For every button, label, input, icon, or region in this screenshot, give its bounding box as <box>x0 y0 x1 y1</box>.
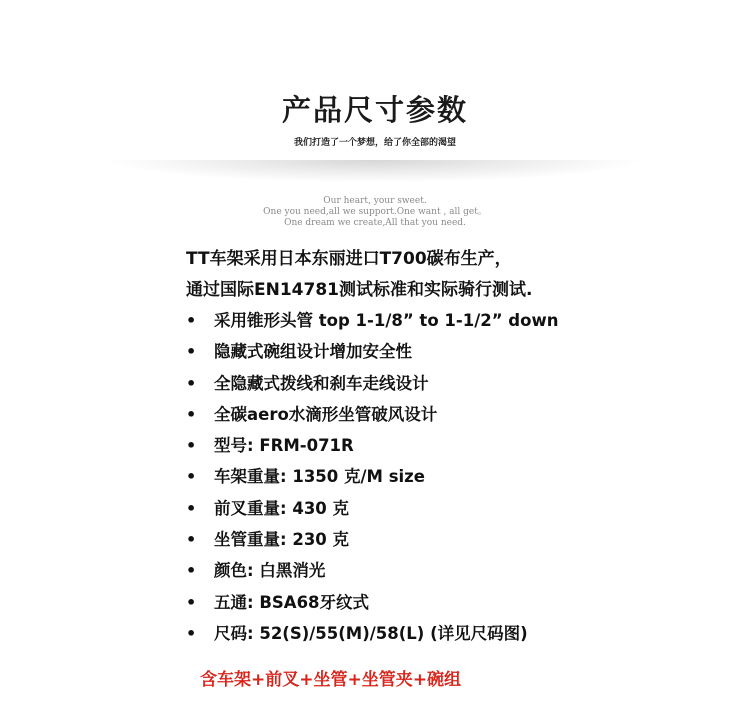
spec-item-frame-weight <box>186 461 706 492</box>
spec-text: 颜色: 白黑消光 <box>214 561 326 581</box>
spec-text: 尺码: 52(S)/55(M)/58(L) (详见尺码图) <box>214 623 528 643</box>
spec-list <box>186 305 706 649</box>
spec-text: 车架重量: 1350 克/M size <box>214 467 425 487</box>
bullet-icon: • <box>186 530 197 550</box>
spec-item-hidden-headset <box>186 336 706 367</box>
slogan-line: Our heart, your sweet. <box>323 196 427 206</box>
spec-item-model <box>186 430 706 461</box>
bullet-icon: • <box>186 561 197 581</box>
slogan-line: One you need,all we support.One want , all get。 <box>263 207 487 217</box>
bullet-icon: • <box>186 592 197 612</box>
package-contents: 含车架+前叉+坐管+坐管夹+碗组 <box>200 670 461 690</box>
spec-item-color <box>186 555 706 586</box>
spec-item-fork-weight <box>186 493 706 524</box>
bullet-icon: • <box>186 311 197 330</box>
page-title: 产品尺寸参数 <box>281 93 468 127</box>
spec-text: 隐藏式碗组设计增加安全性 <box>214 342 412 362</box>
spec-text: 前叉重量: 430 克 <box>214 498 350 518</box>
spec-item-headtube <box>186 305 706 336</box>
spec-text: 五通: BSA68牙纹式 <box>214 592 370 612</box>
slogan-block <box>0 196 750 229</box>
intro-line: TT车架采用日本东丽进口T700碳布生产， <box>186 249 512 269</box>
bullet-icon: • <box>186 467 197 487</box>
bullet-icon: • <box>186 498 197 518</box>
slogan-line: One dream we create,All that you need. <box>284 218 466 228</box>
spec-item-sizes <box>186 618 706 649</box>
spec-item-seatpost-weight <box>186 524 706 555</box>
bullet-icon: • <box>186 623 197 643</box>
spec-item-aero-seatpost <box>186 399 706 430</box>
intro-block <box>186 244 706 306</box>
bullet-icon: • <box>186 373 197 393</box>
bullet-icon: • <box>186 342 197 362</box>
spec-text: 型号: FRM-071R <box>214 436 354 456</box>
bullet-icon: • <box>186 404 197 424</box>
intro-line: 通过国际EN14781测试标准和实际骑行测试. <box>186 280 533 300</box>
spec-item-bottom-bracket <box>186 587 706 618</box>
spec-item-cable-routing <box>186 368 706 399</box>
spec-text: 全碳aero水滴形坐管破风设计 <box>214 404 438 424</box>
spec-text: 坐管重量: 230 克 <box>214 530 350 550</box>
spec-text: 全隐藏式拨线和刹车走线设计 <box>214 373 429 393</box>
spec-text: 采用锥形头管 top 1-1/8” to 1-1/2” down <box>214 311 559 330</box>
shadow-divider <box>110 160 640 182</box>
bullet-icon: • <box>186 436 197 456</box>
page-subtitle: 我们打造了一个梦想，给了你全部的渴望 <box>293 138 456 148</box>
